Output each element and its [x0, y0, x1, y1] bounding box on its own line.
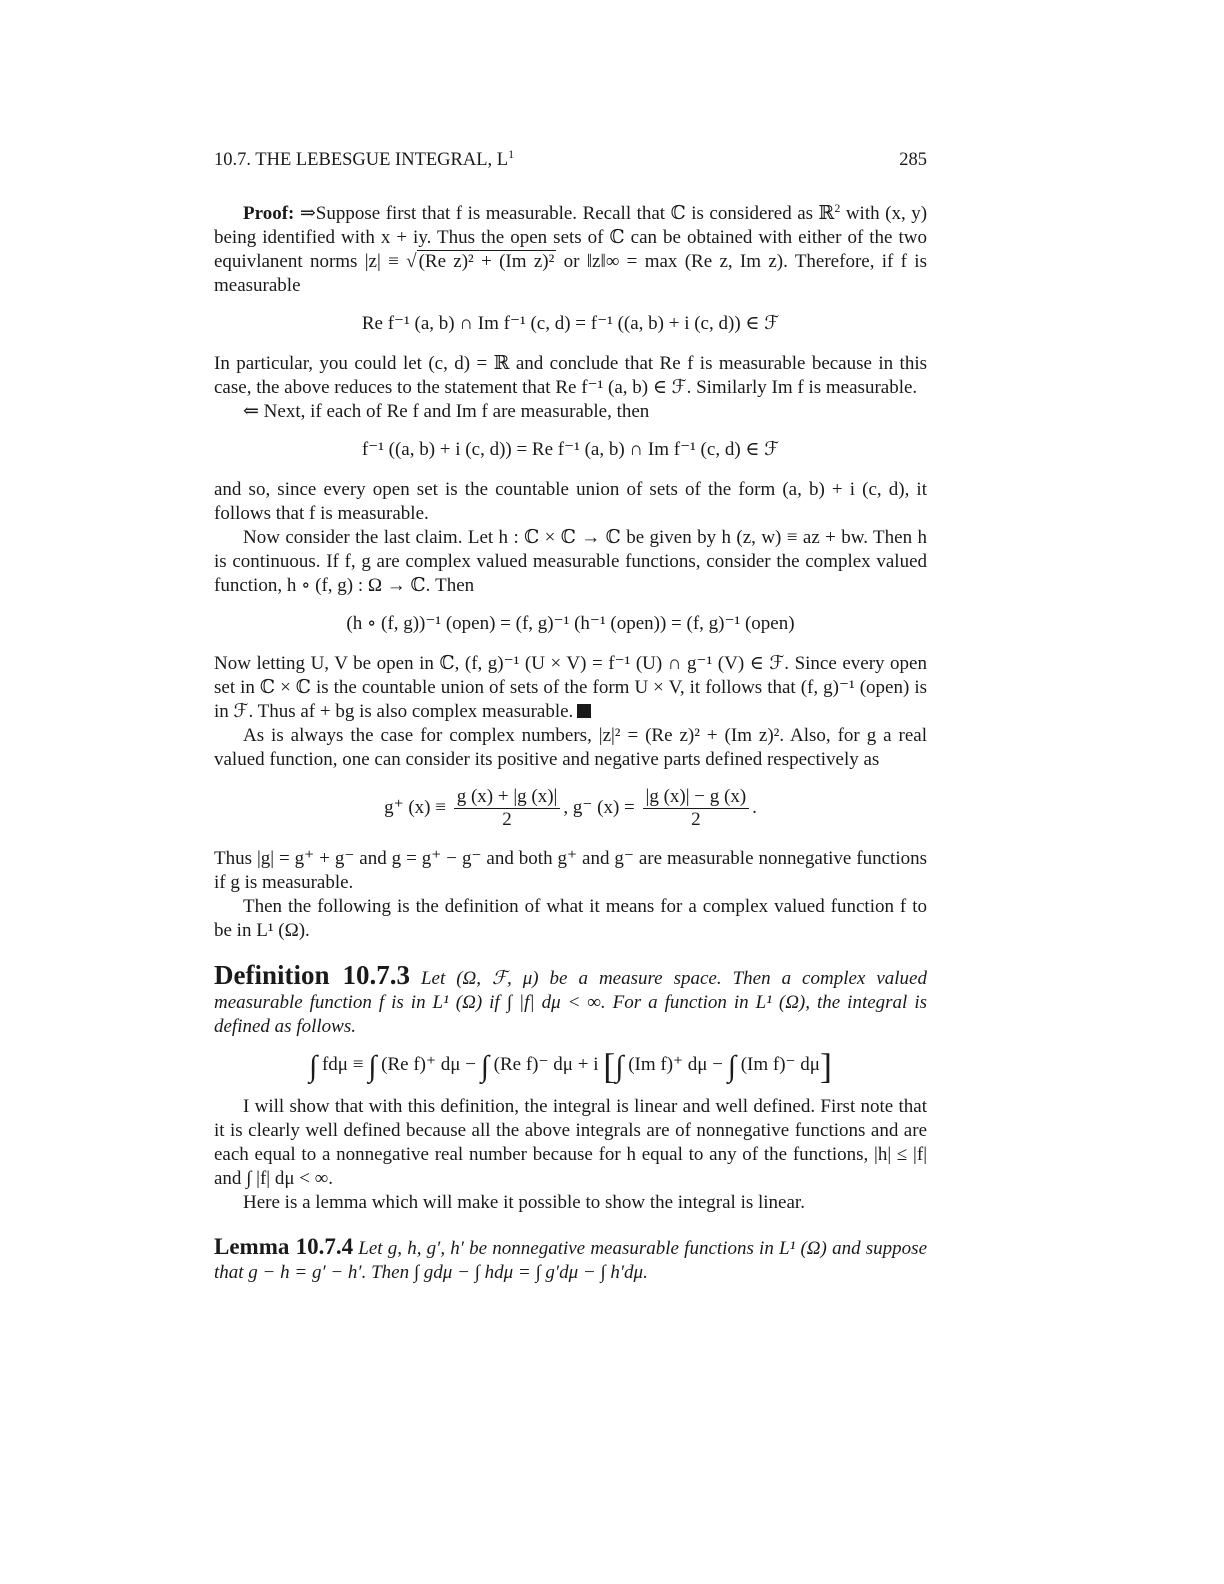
norm-sqrt: (Re z)² + (Im z)² [418, 251, 555, 272]
proof-paragraph-6: Now letting U, V be open in ℂ, (f, g)⁻¹ (U × V) = f⁻¹ (U) ∩ g⁻¹ (V) ∈ ℱ. Since every open set in ℂ × ℂ is the countable union of sets of the form U × V, it follows that (f, g)⁻¹ (open) is in ℱ. Thus af + bg is also complex measurable. [214, 653, 927, 722]
definition-10-7-3 [214, 960, 927, 1039]
proof-paragraph-1: Proof: ⇒Suppose first that f is measurable. Recall that ℂ is considered as ℝ$^2$ with (x, y) being identified with x + iy. Thus the open sets of ℂ can be obtained with either of the two equivlanent norms |z| ≡ √ (Re z)² + (Im z)² or ‖z‖∞ = max (Re z, Im z). Therefore, if f is measurable [214, 201, 928, 296]
running-header [214, 148, 927, 172]
lemma-10-7-4 [214, 1235, 927, 1285]
paragraph-10: I will show that with this definition, the integral is linear and well defined. First note that it is clearly well defined because all the above integrals are of nonnegative functions and are each equal to a nonnegative real number because for h equal to any of the functions, |h| ≤ |f| and ∫ |f| dμ < ∞. [214, 1096, 927, 1189]
definition-heading: Definition 10.7.3 [214, 960, 410, 990]
lemma-body: Let g, h, g′, h′ be nonnegative measurable functions in L¹ (Ω) and suppose that g − h = g′ − h′. Then ∫ gdμ − ∫ hdμ = ∫ g′dμ − ∫ h′dμ. [214, 1238, 928, 1283]
fraction-positive-part: $\frac{g (x) + |g (x)|}{2}$ [454, 786, 561, 831]
paragraph-11: Here is a lemma which will make it possible to show the integral is linear. [243, 1192, 805, 1213]
proof-paragraph-4: and so, since every open set is the countable union of sets of the form (a, b) + i (c, d), it follows that f is measurable. [214, 479, 927, 524]
main-text [214, 202, 927, 1285]
lemma-heading: Lemma 10.7.4 [214, 1234, 354, 1259]
integral-definition-equation: ∫ fdμ ≡ ∫ (Re f)⁺ dμ − ∫ (Re f)⁻ dμ + i [∫ (Im f)⁺ dμ − ∫ (Im f)⁻ dμ] [309, 1046, 832, 1086]
section-title: 10.7. THE LEBESGUE INTEGRAL, $L^1$ [214, 147, 515, 170]
page-number: 285 [899, 150, 927, 170]
equation-3: (h ∘ (f, g))⁻¹ (open) = (f, g)⁻¹ (h⁻¹ (open)) = (f, g)⁻¹ (open) [346, 613, 795, 634]
paragraph-7: As is always the case for complex numbers, |z|² = (Re z)² + (Im z)². Also, for g a real valued function, one can consider its positive and negative parts defined respectively as [214, 725, 927, 770]
fraction-negative-part: $\frac{|g (x)| - g (x)}{2}$ [643, 786, 750, 831]
qed-box [577, 704, 591, 718]
equation-4: g⁺ (x) ≡ $\frac{g (x) + |g (x)|}{2}$ , g⁻ (x) = $\frac{|g (x)| - g (x)}{2}$ . [384, 786, 757, 830]
paragraph-8: Thus |g| = g⁺ + g⁻ and g = g⁺ − g⁻ and both g⁺ and g⁻ are measurable nonnegative functions if g is measurable. [214, 848, 927, 893]
proof-paragraph-2: In particular, you could let (c, d) = ℝ and conclude that Re f is measurable because in this case, the above reduces to the statement that Re f⁻¹ (a, b) ∈ ℱ. Similarly Im f is measurable. [214, 353, 927, 398]
proof-paragraph-5: Now consider the last claim. Let h : ℂ × ℂ → ℂ be given by h (z, w) ≡ az + bw. Then h is continuous. If f, g are complex valued measurable functions, consider the complex valued function, h ∘ (f, g) : Ω → ℂ. Then [214, 527, 927, 596]
equation-2: f⁻¹ ((a, b) + i (c, d)) = Re f⁻¹ (a, b) ∩ Im f⁻¹ (c, d) ∈ ℱ [361, 439, 780, 460]
proof-label: Proof: [243, 203, 295, 224]
paragraph-9: Then the following is the definition of what it means for a complex valued function f to be in L¹ (Ω). [214, 896, 927, 941]
proof-paragraph-3: ⇐ Next, if each of Re f and Im f are measurable, then [243, 401, 650, 422]
equation-1: Re f⁻¹ (a, b) ∩ Im f⁻¹ (c, d) = f⁻¹ ((a, b) + i (c, d)) ∈ ℱ [361, 313, 780, 334]
definition-body: Let (Ω, ℱ, μ) be a measure space. Then a complex valued measurable function f is in L¹ (Ω) if ∫ |f| dμ < ∞. For a function in L¹ (Ω), the integral is defined as follows. [214, 968, 927, 1037]
